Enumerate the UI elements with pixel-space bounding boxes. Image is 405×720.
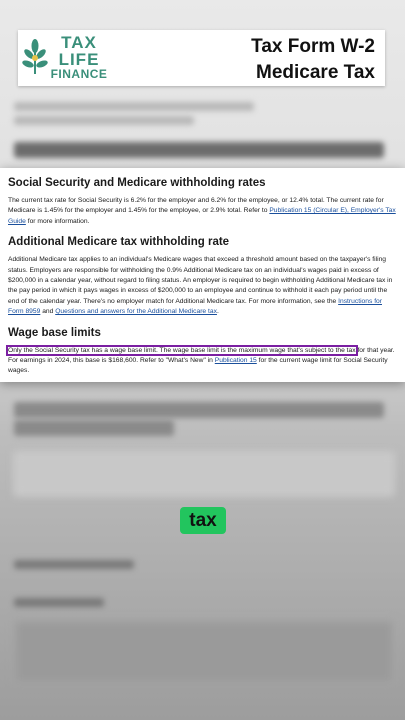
bg-text-line (14, 102, 254, 111)
bg-text-line (14, 560, 134, 569)
logo-word-tax: TAX (61, 33, 97, 52)
logo-word-life: LIFE (58, 50, 100, 69)
heading-withholding-rates: Social Security and Medicare withholding rates (8, 177, 266, 189)
paragraph-text: for the current wage limit for Social Security wages. (8, 357, 388, 375)
bg-text-line (14, 116, 194, 125)
additional-medicare-qa-link[interactable]: Questions and answers for the Additional Medicare tax (55, 308, 217, 316)
publication-15-guide-link[interactable]: Publication 15 (Circular E), Employer's Tax Guide (8, 207, 396, 225)
paragraph-additional-medicare (8, 255, 396, 317)
bg-heading-line (14, 142, 384, 158)
leaf-logo-icon (22, 38, 48, 78)
title-line-2: Medicare Tax (256, 62, 375, 83)
form-8959-instructions-link[interactable]: Instructions for Form 8959 (8, 297, 382, 316)
paragraph-wage-base-limits (8, 346, 396, 377)
highlighted-sentence: Only the Social Security tax has a wage base limit. The wage base limit is the maximum wage that's subject to the tax (8, 346, 356, 354)
title-line-1: Tax Form W-2 (251, 36, 375, 57)
header-banner (18, 30, 385, 86)
bg-heading-line (14, 420, 174, 436)
article-panel (0, 168, 405, 382)
bg-box (14, 620, 394, 684)
bg-heading-line (14, 402, 384, 418)
paragraph-text: and (40, 308, 56, 316)
publication-15-link[interactable]: Publication 15 (214, 357, 257, 365)
article-content (8, 176, 396, 385)
heading-additional-medicare: Additional Medicare tax withholding rate (8, 236, 230, 249)
paragraph-text: for that year. For earnings in 2024, this base is $168,600. Refer to "What's New" in (8, 346, 395, 365)
heading-wage-base-limits: Wage base limits (8, 326, 101, 339)
caption-tax-label: tax (180, 507, 226, 534)
paragraph-text: Additional Medicare tax applies to an individual's Medicare wages that exceed a threshold amount based on the taxpayer's filing status. Employers are responsible for withholding the 0.9% Additional Medicare tax on an individual's wages paid in excess of $200,000 in a calendar year, without regard to filing status. An employer is required to begin withholding Additional Medicare tax in the pay period in which it pays wages in excess of $200,000 to an employee and continue to withhold it each pay period until the end of the calendar year. There's no employer match for Additional Medicare tax. For more information, see the (8, 256, 393, 305)
paragraph-text: . (216, 308, 219, 316)
paragraph-text: for more information. (25, 217, 90, 225)
logo-word-finance: FINANCE (50, 67, 108, 81)
tax-life-finance-logo (22, 32, 110, 84)
paragraph-text: The current tax rate for Social Security is 6.2% for the employer and 6.2% for the employee, or 12.4% total. The current rate for Medicare is 1.45% for the employer and 1.45% for the employee, or 2.9% total. Refer to (8, 197, 384, 215)
bg-text-line (14, 598, 104, 607)
video-title (251, 34, 375, 86)
bg-box (14, 452, 394, 496)
paragraph-withholding-rates (8, 196, 396, 227)
